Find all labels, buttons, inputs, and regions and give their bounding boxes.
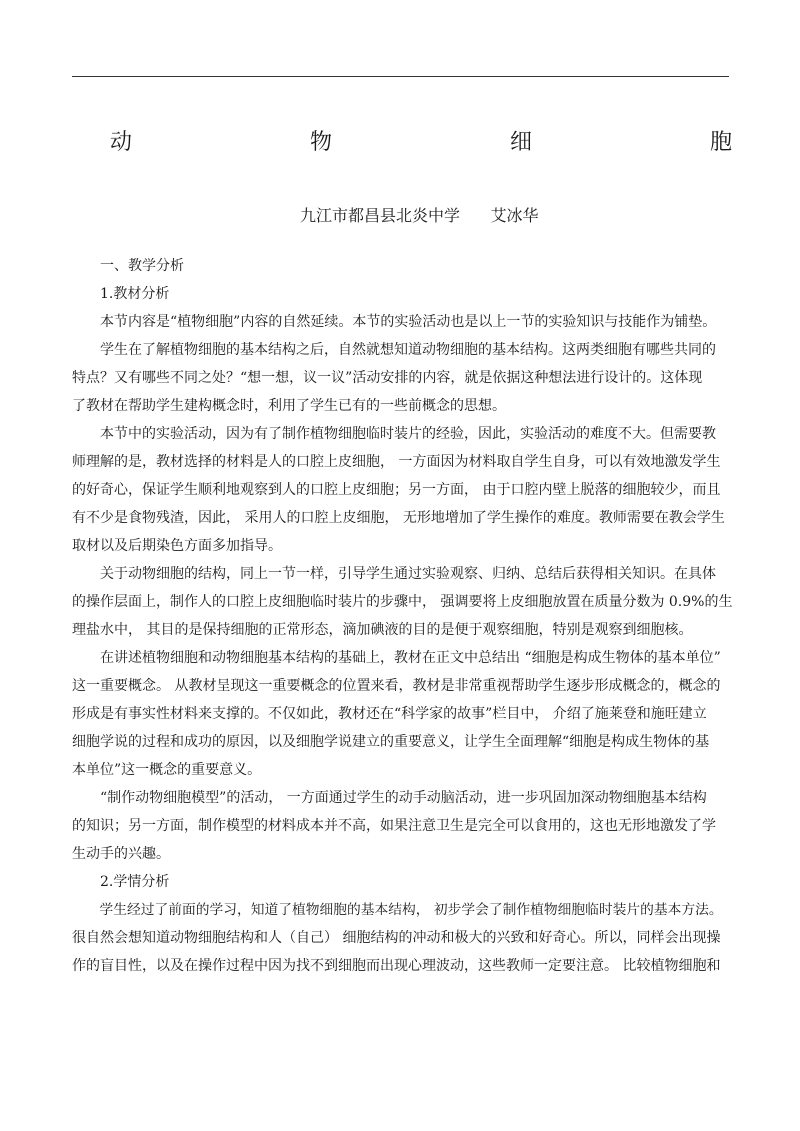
paragraph-line: 本节中的实验活动，因为有了制作植物细胞临时装片的经验，因此，实验活动的难度不大。但需要教 [100,426,716,442]
paragraph-line: 本节内容是“植物细胞”内容的自然延续。本节的实验活动也是以上一节的实验知识与技能作为铺垫。 [100,314,717,330]
paragraph-line: 形成是有事实性材料来支撑的。不仅如此，教材还在“科学家的故事”栏目中， 介绍了施莱登和施旺建立 [72,706,707,722]
paragraph-line: 学生在了解植物细胞的基本结构之后，自然就想知道动物细胞的基本结构。这两类细胞有哪些共同的 [100,342,716,358]
paragraph-line: 这一重要概念。 从教材呈现这一重要概念的位置来看，教材是非常重视帮助学生逐步形成概念的，概念的 [72,678,721,694]
paragraph-line: 学生经过了前面的学习，知道了植物细胞的基本结构， 初步学会了制作植物细胞临时装片的基本方法。 [99,902,723,918]
paragraph-line: 特点？又有哪些不同之处？“想一想，议一议”活动安排的内容，就是依据这种想法进行设计的。这体现 [72,370,703,386]
subsection-heading: 1.教材分析 [100,286,170,302]
title-char: 细 [509,130,532,155]
paragraph-line: 的好奇心，保证学生顺利地观察到人的口腔上皮细胞；另一方面， 由于口腔内壁上脱落的细胞较少，而且 [72,482,721,498]
paragraph-line: 的操作层面上，制作人的口腔上皮细胞临时装片的步骤中， 强调要将上皮细胞放置在质量分数为 0.9%的生 [72,594,733,610]
paragraph-line: 关于动物细胞的结构，同上一节一样，引导学生通过实验观察、归纳、总结后获得相关知识。在具体 [100,566,716,582]
paragraph-line: 取材以及后期染色方面多加指导。 [72,538,282,554]
document-title [110,128,732,158]
paragraph-line: 了教材在帮助学生建构概念时，利用了学生已有的一些前概念的思想。 [72,398,506,414]
paragraph-line: 很自然会想知道动物细胞结构和人（自己） 细胞结构的冲动和极大的兴致和好奇心。所以，同样会出现操 [72,930,721,946]
paragraph-line: 作的盲目性，以及在操作过程中因为找不到细胞而出现心理波动，这些教师一定要注意。 比较植物细胞和 [72,958,721,974]
paragraph-line: “制作动物细胞模型”的活动， 一方面通过学生的动手动脑活动，进一步巩固加深动物细胞基本结构 [100,790,707,806]
paragraph-line: 的知识；另一方面，制作模型的材料成本并不高，如果注意卫生是完全可以食用的，这也无形地激发了学 [72,818,716,834]
subsection-heading: 2.学情分析 [100,874,170,890]
paragraph-line: 本单位”这一概念的重要意义。 [72,762,262,778]
document-body [72,252,732,980]
paragraph-line: 在讲述植物细胞和动物细胞基本结构的基础上，教材在正文中总结出 “细胞是构成生物体的基本单位” [100,650,721,666]
header-rule [72,76,729,77]
title-char: 胞 [709,130,732,155]
title-char: 物 [309,130,332,155]
paragraph-line: 有不少是食物残渣，因此， 采用人的口腔上皮细胞， 无形地增加了学生操作的难度。教师需要在教会学生 [72,510,725,526]
section-heading: 一、教学分析 [100,258,184,274]
author-line: 九江市都昌县北炎中学 艾冰华 [300,206,539,225]
paragraph-line: 师理解的是，教材选择的材料是人的口腔上皮细胞， 一方面因为材料取自学生自身，可以有效地激发学生 [72,454,721,470]
paragraph-line: 理盐水中， 其目的是保持细胞的正常形态，滴加碘液的目的是便于观察细胞，特别是观察到细胞核。 [72,622,693,638]
title-char: 动 [110,130,133,155]
paragraph-line: 细胞学说的过程和成功的原因，以及细胞学说建立的重要意义，让学生全面理解“细胞是构成生物体的基 [72,734,710,750]
paragraph-line: 生动手的兴趣。 [72,846,170,862]
